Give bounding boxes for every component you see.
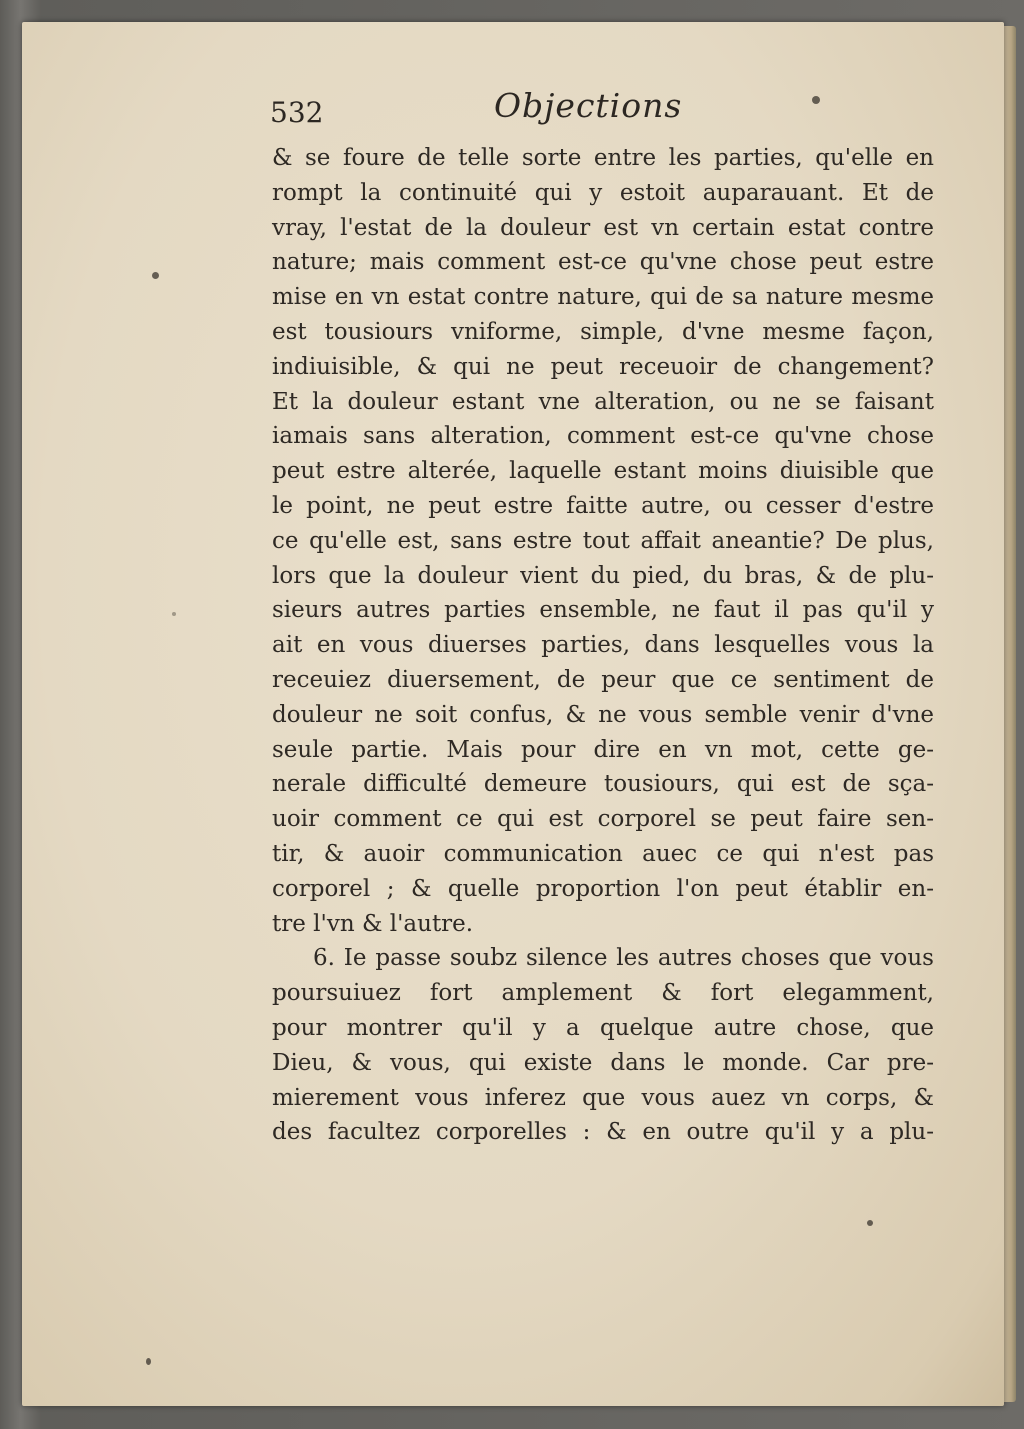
text-line: peut estre alterée, laquelle estant moins diuisible que xyxy=(272,458,934,485)
text-line: sieurs autres parties ensemble, ne faut il pas qu'il y xyxy=(272,597,934,624)
text-line: uoir comment ce qui est corporel se peut faire sen- xyxy=(272,806,934,833)
page-number: 532 xyxy=(270,96,324,129)
text-line: le point, ne peut estre faitte autre, ou cesser d'estre xyxy=(272,492,934,519)
text-line: iamais sans alteration, comment est-ce qu'vne chose xyxy=(272,423,934,450)
text-line: mierement vous inferez que vous auez vn corps, & xyxy=(272,1084,934,1111)
text-line: pour montrer qu'il y a quelque autre chose, que xyxy=(272,1014,934,1041)
text-line: & se foure de telle sorte entre les parties, qu'elle en xyxy=(272,145,934,171)
text-line: poursuiuez fort amplement & fort elegamment, xyxy=(272,980,934,1007)
ink-speck xyxy=(146,1358,151,1365)
text-line: ce qu'elle est, sans estre tout affait aneantie? De plus, xyxy=(272,527,934,554)
text-line: nerale difficulté demeure tousiours, qui est de sça- xyxy=(272,771,934,798)
page-edge xyxy=(1004,26,1016,1402)
paragraph-end-line: tre l'vn & l'autre. xyxy=(272,910,474,937)
text-line: des facultez corporelles : & en outre qu'il y a plu- xyxy=(272,1119,934,1146)
text-line: Et la douleur estant vne alteration, ou ne se faisant xyxy=(272,388,934,415)
text-line: tir, & auoir communication auec ce qui n'est pas xyxy=(272,840,934,867)
text-line: indiuisible, & qui ne peut receuoir de changement? xyxy=(272,353,934,380)
text-line: vray, l'estat de la douleur est vn certain estat contre xyxy=(272,214,934,241)
text-line: lors que la douleur vient du pied, du bras, & de plu- xyxy=(272,562,934,589)
text-line: mise en vn estat contre nature, qui de sa nature mesme xyxy=(272,284,934,311)
text-line: douleur ne soit confus, & ne vous semble venir d'vne xyxy=(272,701,934,728)
paragraph-start-line: 6. Ie passe soubz silence les autres choses que vous xyxy=(313,945,934,972)
text-line: nature; mais comment est-ce qu'vne chose peut estre xyxy=(272,249,934,276)
text-line: corporel ; & quelle proportion l'on peut établir en- xyxy=(272,875,934,902)
page-header xyxy=(270,86,930,138)
body-text xyxy=(272,141,934,1150)
ink-speck xyxy=(172,612,176,616)
ink-speck xyxy=(867,1220,873,1226)
text-line: seule partie. Mais pour dire en vn mot, cette ge- xyxy=(272,736,934,763)
text-line: ait en vous diuerses parties, dans lesquelles vous la xyxy=(272,632,934,659)
text-line: receuiez diuersement, de peur que ce sentiment de xyxy=(272,666,934,693)
text-line: Dieu, & vous, qui existe dans le monde. Car pre- xyxy=(272,1049,934,1076)
ink-speck xyxy=(152,272,159,279)
text-line: rompt la continuité qui y estoit auparauant. Et de xyxy=(272,179,934,206)
text-line: est tousiours vniforme, simple, d'vne mesme façon, xyxy=(272,318,934,345)
running-head: Objections xyxy=(494,86,683,125)
